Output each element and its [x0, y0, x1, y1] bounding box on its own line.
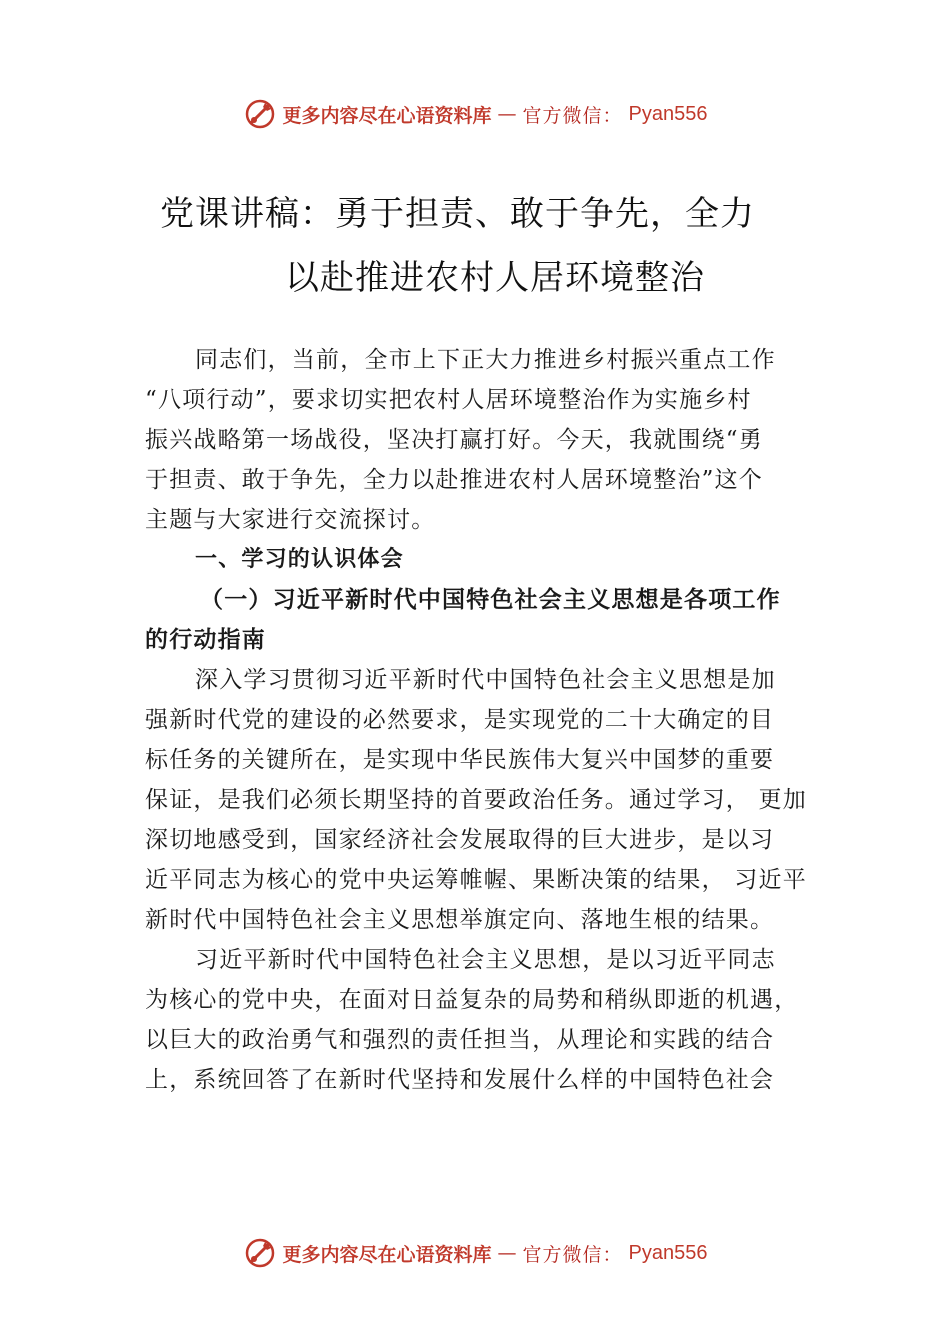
paragraph-line: 深入学习贯彻习近平新时代中国特色社会主义思想是加 [195, 667, 776, 693]
paragraph-line: 深切地感受到，国家经济社会发展取得的巨大进步，是以习 [145, 827, 775, 853]
banner-label: 官方微信： [522, 104, 623, 127]
subsection-heading-cont: 的行动指南 [145, 626, 266, 653]
section-heading: 一、学习的认识体会 [195, 547, 404, 572]
brush-logo-icon [243, 1236, 277, 1270]
paragraph-line: 标任务的关键所在，是实现中华民族伟大复兴中国梦的重要 [145, 747, 775, 773]
paragraph-line: 振兴战略第一场战役，坚决打赢打好。今天，我就围绕“勇 [145, 427, 763, 453]
paragraph-line: 新时代中国特色社会主义思想举旗定向、落地生根的结果。 [145, 907, 775, 933]
paragraph-line: 近平同志为核心的党中央运筹帷幄、果断决策的结果， 习近平 [145, 867, 807, 893]
page-title-line-2: 以赴推进农村人居环境整治 [285, 258, 705, 298]
banner-wechat-id: Pyan556 [628, 1241, 708, 1264]
paragraph-line: 保证，是我们必须长期坚持的首要政治任务。通过学习， 更加 [145, 787, 807, 813]
paragraph-line: 以巨大的政治勇气和强烈的责任担当，从理论和实践的结合 [145, 1027, 775, 1053]
banner-main-text: 更多内容尽在心语资料库 [282, 104, 492, 127]
banner-wechat-id: Pyan556 [628, 102, 708, 125]
banner-main-text: 更多内容尽在心语资料库 [282, 1243, 492, 1266]
banner-separator: — [497, 1242, 517, 1264]
paragraph-line: 于担责、敢于争先，全力以赴推进农村人居环境整治”这个 [145, 467, 763, 493]
paragraph-line: 同志们，当前，全市上下正大力推进乡村振兴重点工作 [195, 347, 776, 373]
paragraph-line: 上，系统回答了在新时代坚持和发展什么样的中国特色社会 [145, 1067, 775, 1093]
subsection-heading: （一）习近平新时代中国特色社会主义思想是各项工作 [200, 586, 781, 613]
banner-label: 官方微信： [522, 1243, 623, 1266]
banner-separator: — [497, 103, 517, 125]
paragraph-line: “八项行动”，要求切实把农村人居环境整治作为实施乡村 [145, 387, 752, 413]
document-body [145, 340, 815, 1100]
paragraph-line: 主题与大家进行交流探讨。 [145, 507, 436, 533]
paragraph-line: 为核心的党中央，在面对日益复杂的局势和稍纵即逝的机遇， [145, 987, 799, 1013]
brush-logo-icon [243, 97, 277, 131]
paragraph-line: 习近平新时代中国特色社会主义思想，是以习近平同志 [195, 947, 776, 973]
page-title-line-1: 党课讲稿：勇于担责、敢于争先，全力 [160, 194, 755, 234]
paragraph-line: 强新时代党的建设的必然要求，是实现党的二十大确定的目 [145, 707, 775, 733]
header-banner [0, 92, 950, 136]
footer-banner [0, 1231, 950, 1275]
